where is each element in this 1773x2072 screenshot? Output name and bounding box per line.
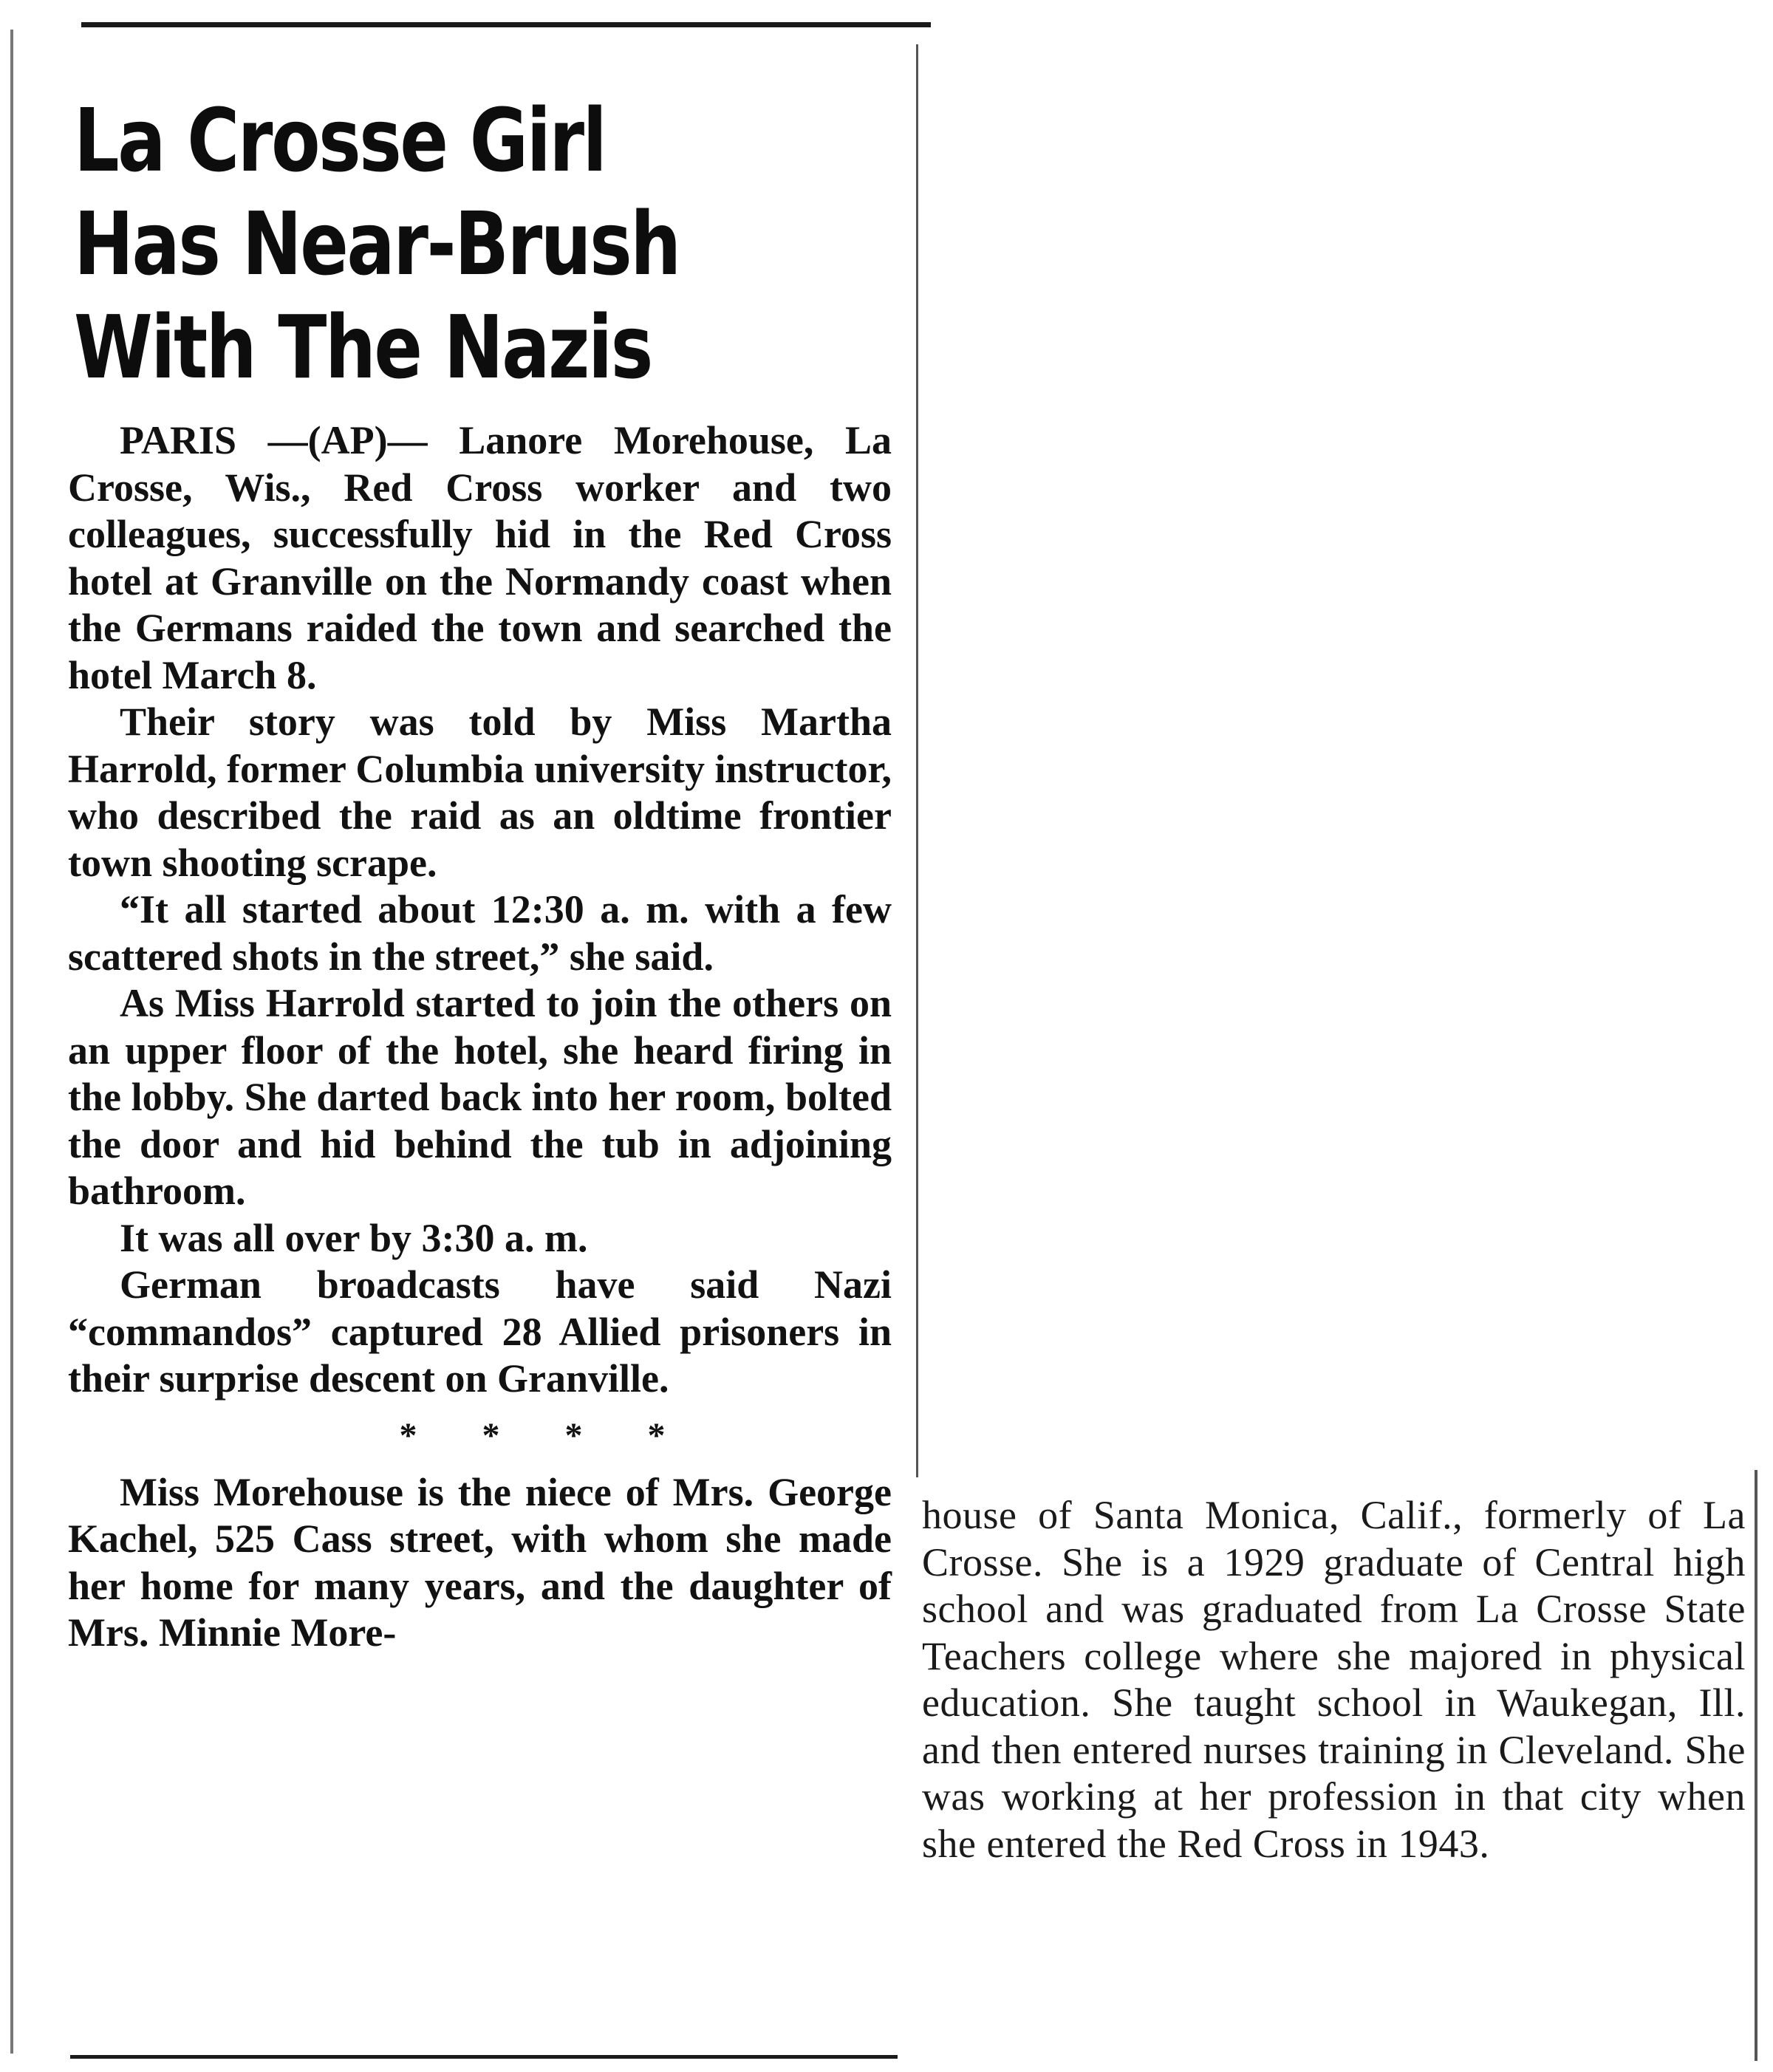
headline-line-1: La Crosse Girl bbox=[74, 89, 606, 191]
paragraph-1 bbox=[68, 417, 892, 699]
paragraph-1-text: Lanore Morehouse, La Crosse, Wis., Red Cross worker and two colleagues, successfully hid in the Red Cross hotel at Granville on the Normandy coast when the Germans raided the town and searched the hotel March 8. bbox=[68, 418, 892, 697]
top-rule bbox=[81, 22, 931, 27]
paragraph-4: As Miss Harrold started to join the others on an upper floor of the hotel, she heard firing in the lobby. She darted back into her room, bolted the door and hid behind the tub in adjoining bathroom. bbox=[68, 981, 892, 1213]
paragraph-7: Miss Morehouse is the niece of Mrs. George Kachel, 525 Cass street, with whom she made her home for many years, and the daughter of Mrs. Minnie More- bbox=[68, 1469, 892, 1655]
paragraph-continued: house of Santa Monica, Calif., formerly of La Crosse. She is a 1929 graduate of Central high school and was graduated from La Crosse State Teachers college where she majored in physical education. She taught school in Waukegan, Ill. and then entered nurses training in Cleveland. She was working at her profession in that city when she entered the Red Cross in 1943. bbox=[922, 1493, 1746, 1866]
left-border bbox=[10, 30, 13, 2054]
paragraph-3: “It all started about 12:30 a. m. with a few scattered shots in the street,” she said. bbox=[68, 887, 892, 979]
headline-line-3: With The Nazis bbox=[74, 296, 652, 398]
paragraph-6: German broadcasts have said Nazi “commandos” captured 28 Allied prisoners in their surprise descent on Granville. bbox=[68, 1262, 892, 1401]
paragraph-2: Their story was told by Miss Martha Harrold, former Columbia university instructor, who described the raid as an oldtime frontier town shooting scrape. bbox=[68, 700, 892, 885]
right-edge bbox=[1755, 1470, 1757, 2061]
bottom-rule bbox=[70, 2055, 898, 2059]
article-column-2 bbox=[922, 1492, 1746, 1867]
headline bbox=[74, 89, 771, 399]
paragraph-5: It was all over by 3:30 a. m. bbox=[120, 1215, 588, 1260]
headline-line-2: Has Near-Brush bbox=[74, 193, 680, 295]
column-divider bbox=[916, 44, 918, 1477]
section-separator: * * * * bbox=[399, 1415, 694, 1455]
article-column-1 bbox=[68, 417, 892, 1657]
dateline: PARIS —(AP)— bbox=[120, 418, 428, 462]
